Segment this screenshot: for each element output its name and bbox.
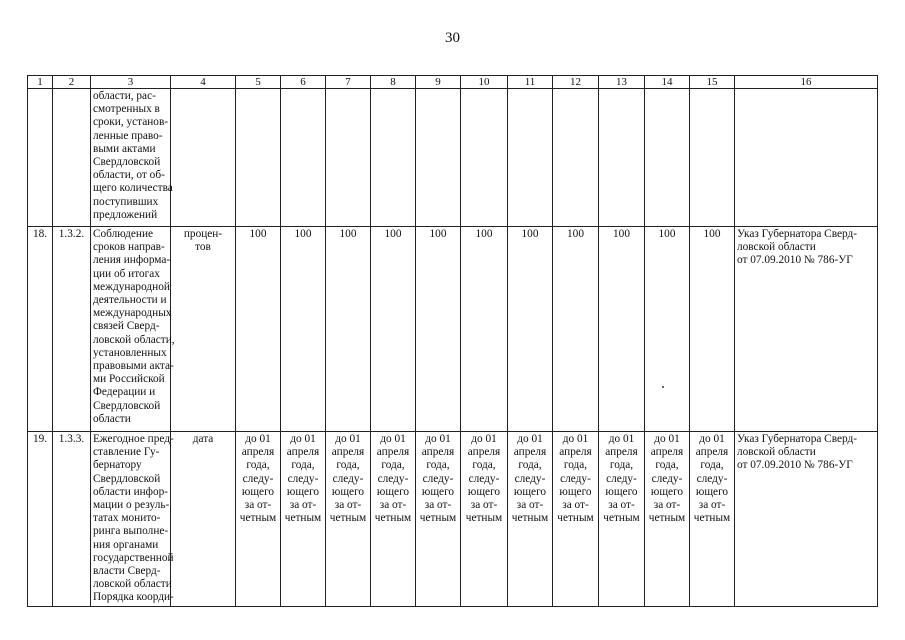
value-cell-line: четным <box>329 512 367 525</box>
value-cell-line: 100 <box>658 228 676 240</box>
row-number-cell: 18. <box>28 227 53 432</box>
value-cell-line: 100 <box>384 228 402 240</box>
indicator-description-cell-line: ловской области, <box>93 333 175 346</box>
value-cell-line: четным <box>557 512 594 525</box>
value-cell <box>371 89 416 227</box>
value-cell-line: четным <box>603 512 640 525</box>
value-cell <box>236 227 281 432</box>
indicator-description-cell-line: власти Сверд- <box>93 565 161 578</box>
table-row <box>28 89 878 227</box>
value-cell <box>326 432 371 607</box>
indicator-description-cell-line: международной <box>93 280 170 293</box>
value-cell-line: апреля <box>605 446 638 459</box>
value-cell-line: четным <box>693 512 731 525</box>
value-cell-line: апреля <box>376 446 410 459</box>
value-cell <box>553 89 599 227</box>
value-cell-line: следу- <box>287 472 319 485</box>
value-cell <box>236 89 281 227</box>
column-header: 14 <box>645 76 690 89</box>
column-header: 13 <box>599 76 645 89</box>
value-cell-line: следу- <box>514 472 546 485</box>
value-cell-line: 100 <box>567 228 584 240</box>
value-cell-line: года, <box>381 459 405 472</box>
value-cell-line: за от- <box>698 499 726 512</box>
indicator-description-cell-line: Федерации и <box>93 386 156 399</box>
value-cell-line: за от- <box>516 499 544 512</box>
value-cell-line: четным <box>648 512 686 525</box>
unit-cell <box>171 89 236 227</box>
value-cell <box>508 89 553 227</box>
scan-speck <box>662 386 664 388</box>
value-cell-line: года, <box>291 459 315 472</box>
indicator-description-cell-line: государственной <box>93 551 174 564</box>
value-cell-line: апреля <box>695 446 729 459</box>
value-cell-line: 100 <box>294 228 312 240</box>
column-header-row <box>28 76 878 89</box>
indicator-description-cell-line: бернатору <box>93 459 142 472</box>
unit-cell <box>171 432 236 607</box>
indicator-description-cell <box>91 432 174 607</box>
indicator-description-cell <box>91 227 175 432</box>
indicators-table <box>27 75 878 607</box>
indicator-description-cell-line: поступивших <box>93 195 159 208</box>
unit-cell-line: тов <box>195 241 211 254</box>
table-row <box>28 432 878 607</box>
value-cell-line: до 01 <box>562 433 589 445</box>
value-cell-line: года, <box>472 459 496 472</box>
value-cell-line: следу- <box>422 472 454 485</box>
value-cell <box>690 227 735 432</box>
indicator-description-cell-line: Ежегодное пред- <box>93 433 174 445</box>
value-cell-line: апреля <box>467 446 501 459</box>
indicator-description-cell-line: сроков направ- <box>93 241 165 254</box>
indicator-description-cell-line: ленные право- <box>93 129 163 142</box>
value-cell <box>508 432 553 607</box>
value-cell-line: 100 <box>475 228 493 240</box>
value-cell-line: апреля <box>559 446 592 459</box>
legal-basis-cell <box>735 89 878 227</box>
value-cell <box>416 432 461 607</box>
legal-basis-cell-line: ловской области <box>737 446 816 459</box>
value-cell <box>461 227 508 432</box>
unit-cell-line: дата <box>192 433 214 445</box>
value-cell-line: за от- <box>289 499 317 512</box>
value-cell-line: четным <box>284 512 322 525</box>
indicator-description-cell <box>91 89 171 227</box>
value-cell-line: года, <box>426 459 450 472</box>
indicator-description-cell-line: Свердловской <box>93 472 161 485</box>
value-cell-line: до 01 <box>471 433 497 445</box>
column-header: 8 <box>371 76 416 89</box>
value-cell <box>416 89 461 227</box>
indicator-description-cell-line: щего количества <box>93 182 173 195</box>
value-cell-line: ющего <box>559 485 592 498</box>
value-cell <box>599 89 645 227</box>
value-cell-line: четным <box>511 512 549 525</box>
indicator-description-cell-line: ции об итогах <box>93 267 160 280</box>
value-cell <box>645 89 690 227</box>
value-cell-line: апреля <box>241 446 275 459</box>
value-cell-line: за от- <box>424 499 452 512</box>
value-cell <box>236 432 281 607</box>
value-cell-line: года, <box>700 459 724 472</box>
value-cell-line: года, <box>655 459 679 472</box>
column-header: 10 <box>461 76 508 89</box>
value-cell-line: до 01 <box>335 433 361 445</box>
row-number-cell: 19. <box>28 432 53 607</box>
value-cell-line: следу- <box>377 472 409 485</box>
column-header: 11 <box>508 76 553 89</box>
indicator-description-cell-line: смотренных в <box>93 103 160 116</box>
indicator-description-cell-line: сроки, установ- <box>93 116 169 129</box>
value-cell-line: следу- <box>651 472 683 485</box>
indicator-description-cell-line: ния органами <box>93 538 159 551</box>
value-cell-line: четным <box>419 512 457 525</box>
value-cell-line: за от- <box>244 499 272 512</box>
indicator-description-cell-line: предложений <box>93 208 158 221</box>
value-cell-line: четным <box>465 512 503 525</box>
value-cell <box>508 227 553 432</box>
indicator-description-cell-line: ловской области <box>93 578 172 591</box>
indicator-description-cell-line: выми актами <box>93 142 156 155</box>
value-cell-line: 100 <box>429 228 447 240</box>
page-number: 30 <box>445 30 460 46</box>
value-cell <box>690 432 735 607</box>
value-cell-line: до 01 <box>517 433 543 445</box>
value-cell-line: четным <box>239 512 277 525</box>
value-cell-line: до 01 <box>608 433 635 445</box>
value-cell-line: ющего <box>286 485 320 498</box>
column-header: 3 <box>91 76 171 89</box>
value-cell-line: ющего <box>650 485 684 498</box>
column-header: 12 <box>553 76 599 89</box>
legal-basis-cell-line: Указ Губернатора Сверд- <box>737 228 858 240</box>
indicator-description-cell-line: правовыми акта- <box>93 360 174 373</box>
value-cell-line: ющего <box>695 485 729 498</box>
legal-basis-cell-line: Указ Губернатора Сверд- <box>737 433 858 445</box>
indicator-description-cell-line: Порядка коорди- <box>93 591 174 604</box>
value-cell-line: ющего <box>513 485 547 498</box>
row-code-cell <box>53 89 91 227</box>
value-cell-line: года, <box>518 459 542 472</box>
value-cell-line: 100 <box>339 228 357 240</box>
value-cell-line: года, <box>563 459 588 472</box>
row-code-cell: 1.3.2. <box>53 227 91 432</box>
value-cell-line: следу- <box>696 472 728 485</box>
value-cell <box>599 227 645 432</box>
indicator-description-cell-line: ставление Гу- <box>93 446 160 459</box>
value-cell <box>599 432 645 607</box>
value-cell <box>326 89 371 227</box>
legal-basis-cell <box>735 227 878 432</box>
value-cell-line: ющего <box>331 485 365 498</box>
value-cell-line: года, <box>246 459 270 472</box>
column-header: 2 <box>53 76 91 89</box>
legal-basis-cell-line: от 07.09.2010 № 786-УГ <box>737 459 853 472</box>
indicator-description-cell-line: области, рас- <box>93 90 156 102</box>
indicator-description-cell-line: области <box>93 412 131 425</box>
value-cell-line: до 01 <box>654 433 680 445</box>
value-cell <box>371 227 416 432</box>
value-cell-line: за от- <box>379 499 407 512</box>
value-cell-line: до 01 <box>425 433 451 445</box>
legal-basis-cell <box>735 432 878 607</box>
indicator-description-cell-line: мации о резуль- <box>93 499 170 512</box>
column-header: 7 <box>326 76 371 89</box>
table-row <box>28 227 878 432</box>
indicator-description-cell-line: ления информа- <box>93 254 171 267</box>
value-cell-line: ющего <box>467 485 501 498</box>
column-header: 9 <box>416 76 461 89</box>
value-cell-line: апреля <box>513 446 547 459</box>
column-header: 15 <box>690 76 735 89</box>
value-cell <box>416 227 461 432</box>
value-cell-line: до 01 <box>699 433 725 445</box>
value-cell-line: 100 <box>521 228 539 240</box>
value-cell-line: за от- <box>470 499 498 512</box>
value-cell <box>371 432 416 607</box>
row-code-cell: 1.3.3. <box>53 432 91 607</box>
value-cell-line: следу- <box>332 472 364 485</box>
column-header: 6 <box>281 76 326 89</box>
value-cell <box>690 89 735 227</box>
value-cell-line: апреля <box>421 446 455 459</box>
value-cell-line: следу- <box>242 472 274 485</box>
indicator-description-cell-line: связей Сверд- <box>93 320 160 333</box>
indicator-description-cell-line: ми Российской <box>93 373 165 386</box>
value-cell <box>281 227 326 432</box>
value-cell <box>645 432 690 607</box>
indicator-description-cell-line: Соблюдение <box>93 228 154 240</box>
unit-cell-line: процен- <box>183 228 223 240</box>
value-cell-line: ющего <box>241 485 275 498</box>
indicator-description-cell-line: области инфор- <box>93 485 169 498</box>
indicator-description-cell-line: установленных <box>93 346 167 359</box>
value-cell-line: за от- <box>562 499 589 512</box>
value-cell-line: до 01 <box>245 433 271 445</box>
indicator-description-cell-line: международных <box>93 307 172 320</box>
indicator-description-cell-line: Свердловской <box>93 399 161 412</box>
value-cell <box>461 432 508 607</box>
indicator-description-cell-line: Свердловской <box>93 156 161 169</box>
value-cell-line: до 01 <box>380 433 406 445</box>
value-cell-line: года, <box>336 459 360 472</box>
value-cell-line: ющего <box>376 485 410 498</box>
value-cell-line: четным <box>374 512 412 525</box>
value-cell-line: за от- <box>334 499 362 512</box>
indicator-description-cell-line: области, от об- <box>93 169 165 182</box>
value-cell <box>645 227 690 432</box>
column-header: 1 <box>28 76 53 89</box>
indicator-description-cell-line: деятельности и <box>93 294 167 307</box>
value-cell <box>326 227 371 432</box>
value-cell <box>281 432 326 607</box>
value-cell <box>553 432 599 607</box>
value-cell-line: апреля <box>286 446 320 459</box>
value-cell <box>553 227 599 432</box>
value-cell-line: апреля <box>331 446 365 459</box>
column-header: 16 <box>735 76 878 89</box>
indicator-description-cell-line: татах монито- <box>93 512 161 525</box>
value-cell <box>461 89 508 227</box>
value-cell-line: ющего <box>421 485 455 498</box>
row-number-cell <box>28 89 53 227</box>
value-cell-line: 100 <box>703 228 721 240</box>
indicator-description-cell-line: ринга выполне- <box>93 525 169 538</box>
column-header: 4 <box>171 76 236 89</box>
column-header: 5 <box>236 76 281 89</box>
value-cell-line: следу- <box>468 472 500 485</box>
value-cell-line: 100 <box>249 228 267 240</box>
value-cell-line: года, <box>609 459 634 472</box>
value-cell-line: следу- <box>560 472 591 485</box>
value-cell-line: следу- <box>606 472 637 485</box>
value-cell-line: 100 <box>613 228 630 240</box>
legal-basis-cell-line: ловской области <box>737 241 816 254</box>
value-cell-line: за от- <box>608 499 635 512</box>
value-cell-line: до 01 <box>290 433 316 445</box>
legal-basis-cell-line: от 07.09.2010 № 786-УГ <box>737 254 853 267</box>
value-cell <box>281 89 326 227</box>
value-cell-line: за от- <box>653 499 681 512</box>
unit-cell <box>171 227 236 432</box>
value-cell-line: ющего <box>605 485 638 498</box>
value-cell-line: апреля <box>650 446 684 459</box>
